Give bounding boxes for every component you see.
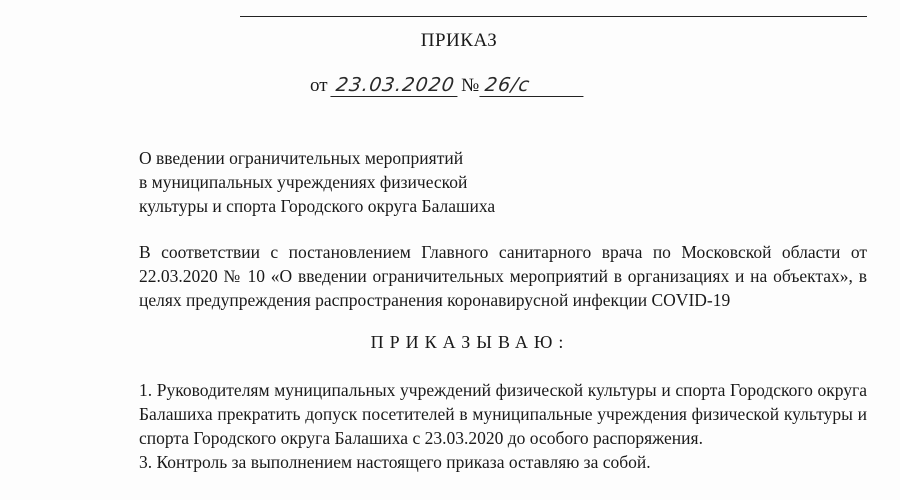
order-date-handwritten: 23.03.2020 [331, 74, 461, 97]
decree-heading [0, 332, 900, 353]
subject-line: О введении ограничительных мероприятий [139, 148, 464, 168]
order-item: 1. Руководителям муниципальных учреждений физической культуры и спорта Городского округа Балашиха прекратить допуск посетителей в муниципальные учреждения физической культуры и спорта Городского округа Балашиха с 23.03.2020 до особого распоряжения. [139, 380, 867, 448]
order-from-label: от [310, 75, 328, 96]
decree-heading-text: ПРИКАЗЫВАЮ: [370, 332, 570, 352]
order-subject [139, 146, 495, 218]
top-rule [240, 16, 867, 17]
document-title-text: ПРИКАЗ [420, 30, 498, 51]
basis-paragraph: В соответствии с постановлением Главного санитарного врача по Московской области от 22.03.2020 № 10 «О введении ограничительных мероприятий в организациях и на объектах», в целях предупреждения распространения коронавирусной инфекции COVID-19 [139, 242, 867, 310]
order-number-handwritten: 26/с [480, 74, 587, 97]
subject-line: культуры и спорта Городского округа Балашиха [139, 196, 496, 216]
subject-line: в муниципальных учреждениях физической [139, 172, 468, 192]
document-title [0, 30, 900, 52]
order-item: 3. Контроль за выполнением настоящего приказа оставляю за собой. [139, 452, 651, 472]
order-number-sign: № [461, 75, 480, 96]
order-date-number-line [310, 74, 585, 97]
